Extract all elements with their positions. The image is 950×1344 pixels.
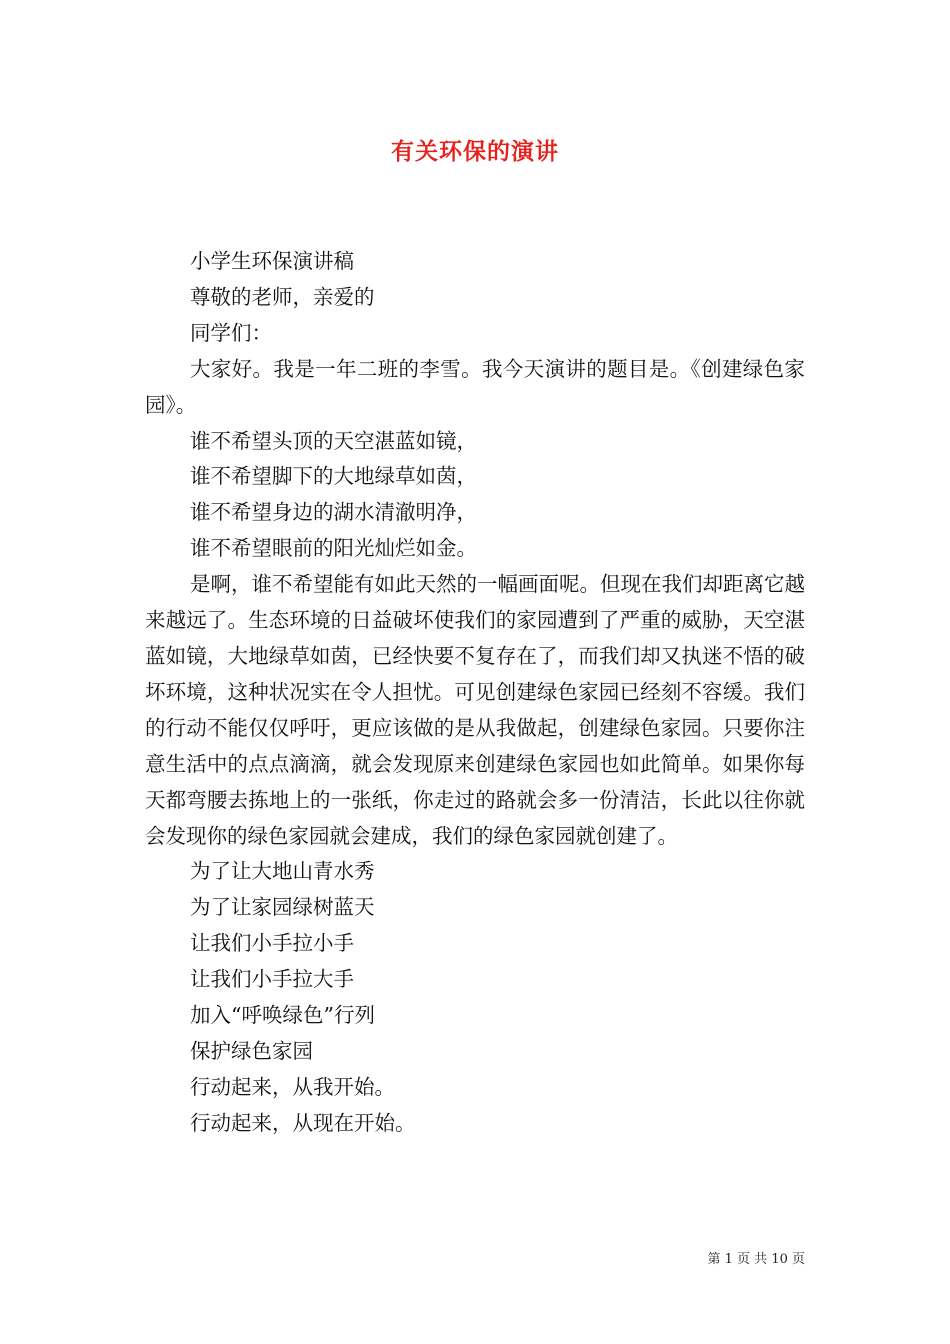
speech-heading: 小学生环保演讲稿 xyxy=(190,249,354,273)
verse-line: 保护绿色家园 xyxy=(190,1038,313,1063)
paragraph: 大家好。我是一年二班的李雪。我今天演讲的题目是。《创建绿色家园》。 xyxy=(145,356,805,417)
paragraph: 是啊，谁不希望能有如此天然的一幅画面呢。但现在我们却距离它越来越远了。生态环境的日益破坏使我们的家园遭到了严重的威胁，天空湛蓝如镜，大地绿草如茵，已经快要不复存在了，而我们却又执迷不悟的破坏环境，这种状况实在令人担忧。可见创建绿色家园已经刻不容缓。我们的行动不能仅仅呼吁，更应该做的是从我做起，创建绿色家园。只要你注意生活中的点点滴滴，就会发现原来创建绿色家园也如此简单。如果你每天都弯腰去拣地上的一张纸，你走过的路就会多一份清洁，长此以往你就会发现你的绿色家园就会建成，我们的绿色家园就创建了。 xyxy=(145,572,805,848)
verse-line: 行动起来，从现在开始。 xyxy=(190,1110,416,1135)
salutation-line: 同学们： xyxy=(190,320,272,345)
page-number: 第 1 页 共 10 页 xyxy=(707,1252,805,1267)
page-title: 有关环保的演讲 xyxy=(391,138,559,165)
verse-line: 谁不希望头顶的天空湛蓝如镜， xyxy=(190,428,477,453)
verse-line: 加入“呼唤绿色”行列 xyxy=(190,1003,375,1028)
verse-line: 谁不希望眼前的阳光灿烂如金。 xyxy=(190,536,477,561)
document-body xyxy=(145,244,805,1142)
salutation-line: 尊敬的老师，亲爱的 xyxy=(190,284,375,309)
verse-line: 让我们小手拉小手 xyxy=(190,931,354,956)
verse-line: 谁不希望身边的湖水清澈明净， xyxy=(190,500,477,525)
verse-line: 为了让家园绿树蓝天 xyxy=(190,895,375,920)
verse-line: 谁不希望脚下的大地绿草如茵， xyxy=(190,464,477,489)
verse-line: 行动起来，从我开始。 xyxy=(190,1074,395,1099)
verse-line: 让我们小手拉大手 xyxy=(190,967,354,992)
verse-line: 为了让大地山青水秀 xyxy=(190,859,375,884)
